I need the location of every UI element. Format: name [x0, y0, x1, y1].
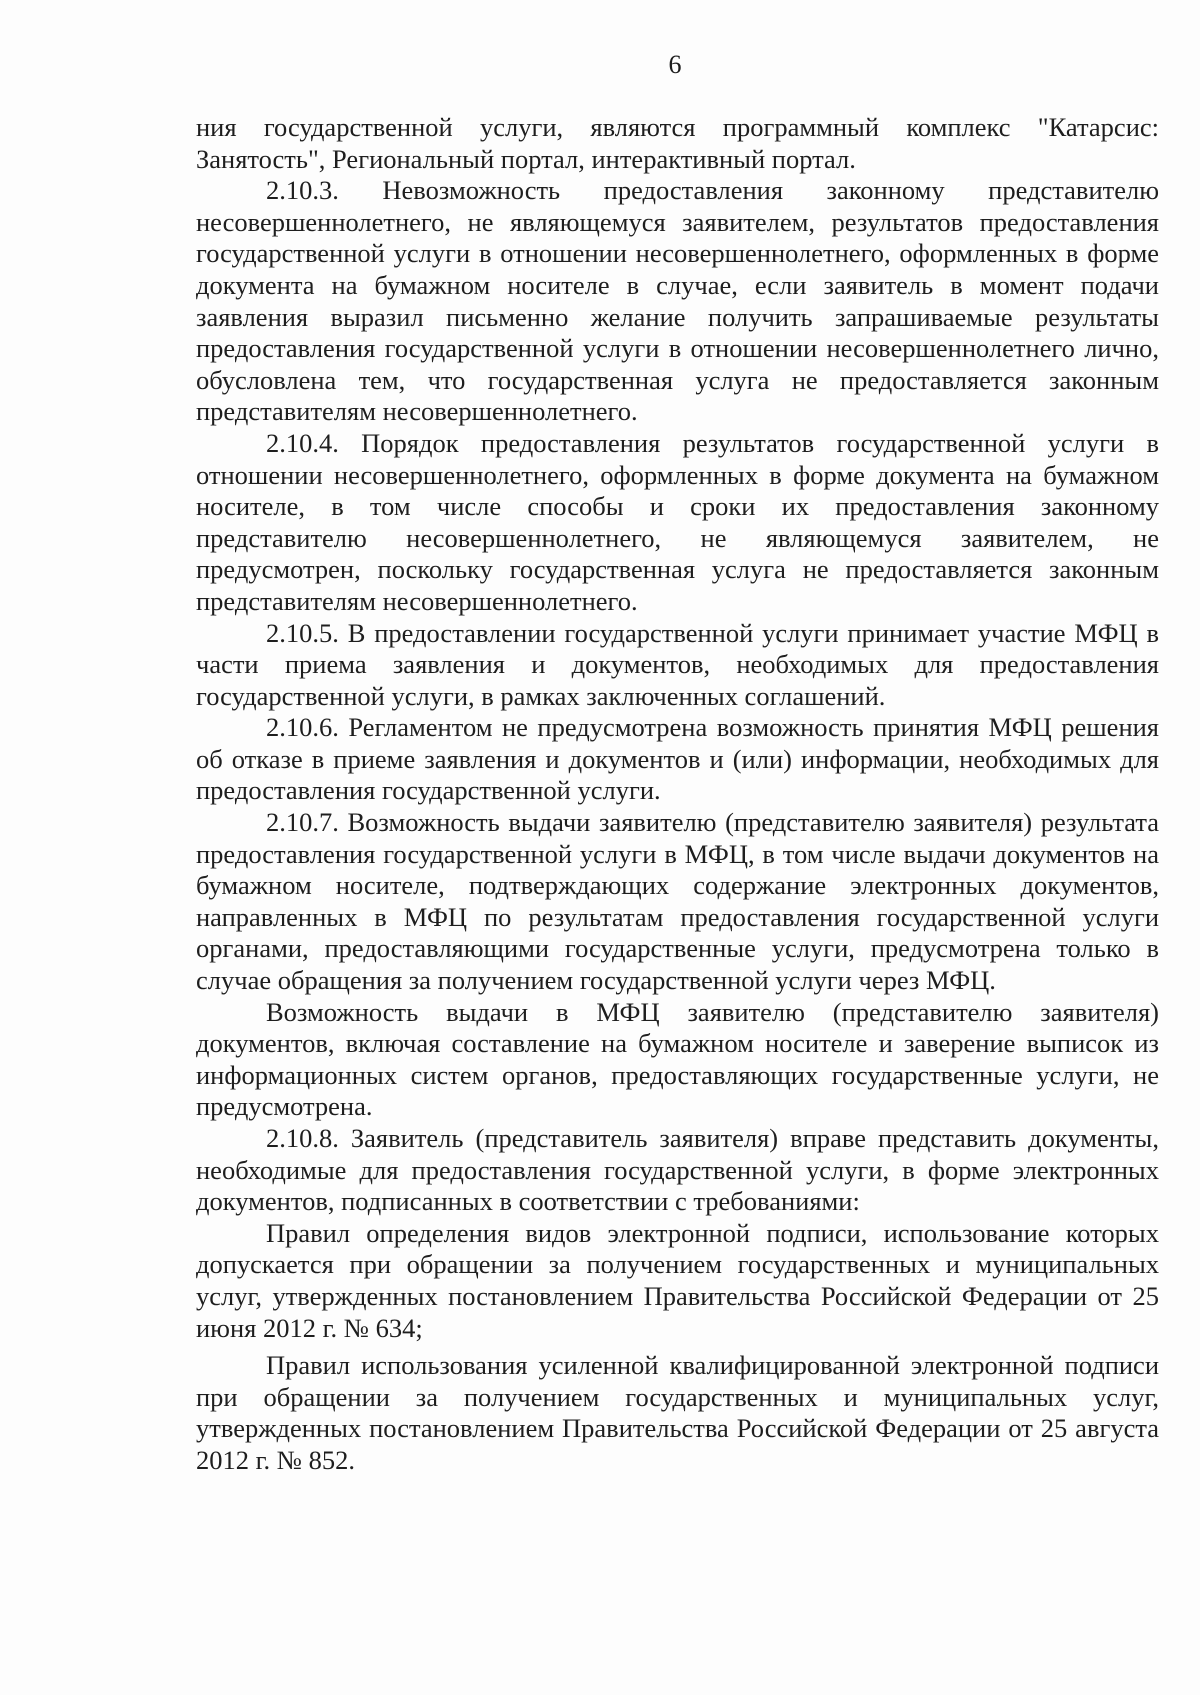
paragraph-2-10-7: 2.10.7. Возможность выдачи заявителю (представителю заявителя) результата предоставления государственной услуги в МФЦ, в том числе выдачи документов на бумажном носителе, подтверждающих содержание электронных документов, направленных в МФЦ по результатам предоставления государственной услуги органами, предоставляющими государственные услуги, предусмотрена только в случае обращения за получением государственной услуги через МФЦ.: [196, 807, 1159, 996]
paragraph-2-10-8: 2.10.8. Заявитель (представитель заявителя) вправе представить документы, необходимые для предоставления государственной услуги, в форме электронных документов, подписанных в соответствии с требованиями:: [196, 1123, 1159, 1217]
page-number: 6: [668, 50, 682, 79]
paragraph-2-10-4: 2.10.4. Порядок предоставления результатов государственной услуги в отношении несовершеннолетнего, оформленных в форме документа на бумажном носителе, в том числе способы и сроки их предоставления законному представителю несовершеннолетнего, не являющемуся заявителем, не предусмотрен, поскольку государственная услуга не предоставляется законным представителям несовершеннолетнего.: [196, 427, 1159, 616]
paragraph-2-10-3: 2.10.3. Невозможность предоставления законному представителю несовершеннолетнего, не являющемуся заявителем, результатов предоставления государственной услуги в отношении несовершеннолетнего, оформленных в форме документа на бумажном носителе в случае, если заявитель в момент подачи заявления выразил письменно желание получить запрашиваемые результаты предоставления государственной услуги в отношении несовершеннолетнего лично, обусловлена тем, что государственная услуга не предоставляется законным представителям несовершеннолетнего.: [196, 175, 1159, 427]
paragraph-2-10-6: 2.10.6. Регламентом не предусмотрена возможность принятия МФЦ решения об отказе в приеме заявления и документов и (или) информации, необходимых для предоставления государственной услуги.: [196, 712, 1159, 806]
document-body: [196, 112, 1159, 1477]
paragraph-mfc-issuance: Возможность выдачи в МФЦ заявителю (представителю заявителя) документов, включая составление на бумажном носителе и заверение выписок из информационных систем органов, предоставляющих государственные услуги, не предусмотрена.: [196, 996, 1159, 1122]
paragraph-2-10-5: 2.10.5. В предоставлении государственной услуги принимает участие МФЦ в части приема заявления и документов, необходимых для предоставления государственной услуги, в рамках заключенных соглашений.: [196, 617, 1159, 711]
paragraph-rules-634: Правил определения видов электронной подписи, использование которых допускается при обращении за получением государственных и муниципальных услуг, утвержденных постановлением Правительства Российской Федерации от 25 июня 2012 г. № 634;: [196, 1217, 1159, 1343]
paragraph-rules-852: Правил использования усиленной квалифицированной электронной подписи при обращении за получением государственных и муниципальных услуг, утвержденных постановлением Правительства Российской Федерации от 25 августа 2012 г. № 852.: [196, 1350, 1159, 1475]
paragraph-continuation: ния государственной услуги, являются программный комплекс "Катарсис: Занятость", Региональный портал, интерактивный портал.: [196, 112, 1159, 174]
